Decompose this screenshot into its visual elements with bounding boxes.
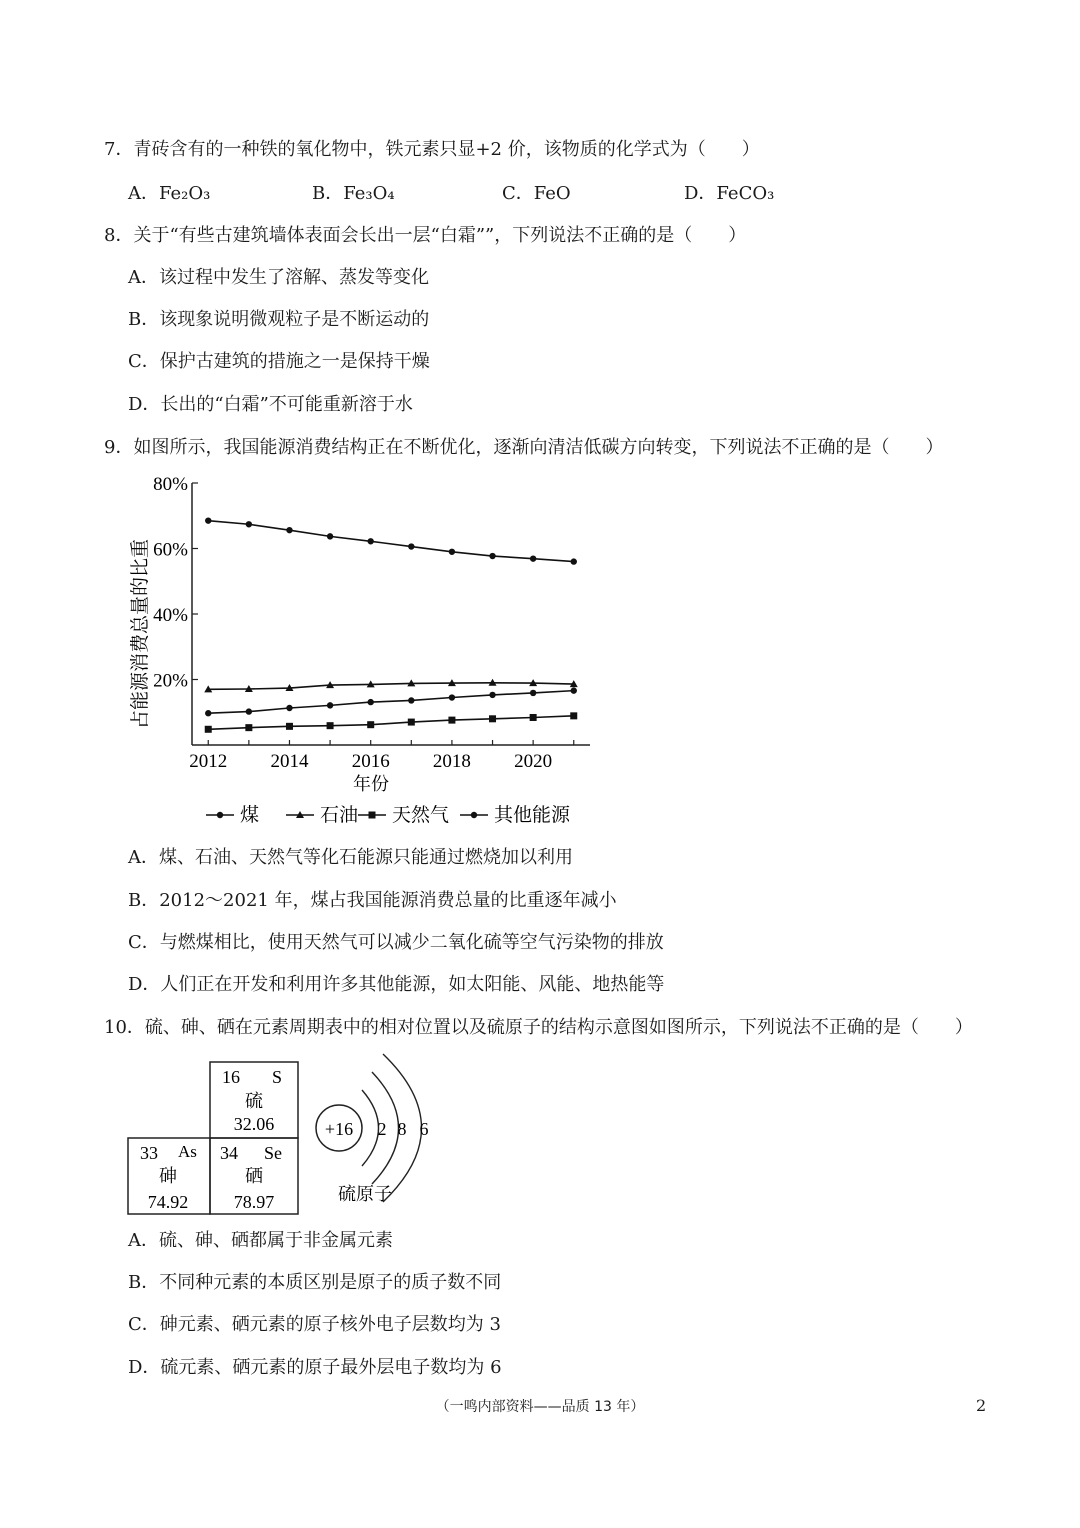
arsenic-name: 砷 (159, 1166, 177, 1186)
series-line (208, 716, 574, 729)
sulfur-name: 硫 (245, 1091, 263, 1111)
q10-option-c: C．砷元素、硒元素的原子核外电子层数均为 3 (128, 1314, 501, 1335)
periodic-table-and-atom-diagram (120, 1050, 440, 1220)
q8-option-b: B．该现象说明微观粒子是不断运动的 (128, 309, 430, 330)
data-point (327, 702, 333, 708)
series-line (208, 683, 574, 690)
legend-label: 天然气 (392, 805, 450, 826)
y-tick-label: 20% (153, 670, 188, 692)
y-tick-label: 60% (153, 539, 188, 561)
q9-option-d: D．人们正在开发和利用许多其他能源，如太阳能、风能、地热能等 (128, 974, 665, 995)
data-point (367, 721, 374, 728)
y-axis-label (129, 539, 151, 729)
selenium-symbol: Se (264, 1143, 282, 1163)
data-point (245, 724, 252, 731)
data-point (570, 712, 577, 719)
q7-stem: 7．青砖含有的一种铁的氧化物中，铁元素只显+2 价，该物质的化学式为（ ） (104, 139, 760, 160)
arsenic-symbol: As (178, 1142, 197, 1161)
data-point (286, 723, 293, 730)
q8-option-a: A．该过程中发生了溶解、蒸发等变化 (128, 267, 429, 288)
sulfur-mass: 32.06 (233, 1114, 275, 1134)
shell-count-3: 6 (419, 1119, 429, 1139)
legend-item (286, 804, 358, 826)
data-point (489, 553, 495, 559)
selenium-mass: 78.97 (233, 1192, 275, 1212)
q10-option-d: D．硫元素、硒元素的原子最外层电子数均为 6 (128, 1357, 502, 1378)
page-number: 2 (976, 1396, 987, 1415)
selenium-number: 34 (220, 1143, 238, 1163)
x-tick-label: 2012 (189, 751, 228, 772)
data-point (448, 717, 455, 724)
data-point (530, 690, 536, 696)
data-point (205, 710, 211, 716)
q7-option-a: A．Fe₂O₃ (128, 183, 211, 204)
y-axis-label-text: 占能源消费总量的比重 (130, 538, 151, 730)
data-point (530, 714, 537, 721)
data-point (408, 697, 414, 703)
data-point (367, 538, 373, 544)
shell-count-2: 8 (397, 1119, 407, 1139)
x-tick-label: 2020 (514, 751, 553, 772)
electron-shell-1 (362, 1090, 379, 1166)
q9-option-a: A．煤、石油、天然气等化石能源只能通过燃烧加以利用 (128, 847, 573, 868)
q8-option-d: D．长出的“白霜”不可能重新溶于水 (128, 394, 413, 415)
series-line (208, 521, 574, 562)
arsenic-number: 33 (140, 1143, 158, 1163)
legend-label: 石油 (320, 805, 359, 826)
series-2 (204, 679, 578, 693)
energy-consumption-line-chart (120, 466, 640, 836)
data-point (327, 533, 333, 539)
q10-option-b: B．不同种元素的本质区别是原子的质子数不同 (128, 1272, 502, 1293)
legend-item (358, 804, 449, 826)
data-point (205, 726, 212, 733)
q7-option-b: B．Fe₃O₄ (312, 183, 395, 204)
q9-option-b: B．2012～2021 年，煤占我国能源消费总量的比重逐年减小 (128, 890, 617, 911)
q9-stem: 9．如图所示，我国能源消费结构正在不断优化，逐渐向清洁低碳方向转变，下列说法不正确的是（ ） (104, 437, 944, 458)
data-point (286, 705, 292, 711)
data-point (246, 521, 252, 527)
x-tick-label: 2018 (432, 751, 471, 772)
q8-option-c: C．保护古建筑的措施之一是保持干燥 (128, 351, 430, 372)
data-point (489, 715, 496, 722)
legend-marker (471, 812, 477, 818)
legend-label: 其他能源 (494, 805, 571, 826)
legend-label: 煤 (240, 805, 260, 826)
shell-count-1: 2 (377, 1119, 387, 1139)
data-point (571, 558, 577, 564)
page-footer: （一鸣内部资料——品质 13 年） (435, 1399, 645, 1415)
data-point (489, 692, 495, 698)
chart-series (204, 517, 578, 732)
series-4 (205, 687, 577, 716)
y-tick-label: 40% (153, 605, 188, 626)
data-point (449, 549, 455, 555)
legend-item (206, 804, 259, 826)
series-line (208, 691, 574, 714)
legend-item (460, 804, 571, 826)
data-point (205, 517, 211, 523)
data-point (530, 555, 536, 561)
q8-stem: 8．关于“有些古建筑墙体表面会长出一层“白霜””，下列说法不正确的是（ ） (104, 225, 747, 246)
data-point (367, 699, 373, 705)
data-point (246, 708, 252, 714)
y-tick-label: 80% (153, 474, 188, 495)
data-point (408, 543, 414, 549)
series-3 (205, 712, 578, 732)
q10-option-a: A．硫、砷、硒都属于非金属元素 (128, 1230, 393, 1251)
data-point (449, 694, 455, 700)
series-1 (205, 517, 577, 564)
q7-option-c: C．FeO (502, 183, 571, 204)
atom-caption: 硫原子 (338, 1184, 392, 1204)
x-tick-label: 2014 (270, 751, 309, 772)
q9-option-c: C．与燃煤相比，使用天然气可以减少二氧化硫等空气污染物的排放 (128, 932, 664, 953)
data-point (408, 719, 415, 726)
selenium-name: 硒 (245, 1166, 263, 1186)
sulfur-symbol: S (272, 1067, 283, 1087)
x-tick-label: 2016 (351, 751, 390, 772)
q10-stem: 10．硫、砷、硒在元素周期表中的相对位置以及硫原子的结构示意图如图所示，下列说法不正确的是（ ） (104, 1017, 973, 1038)
data-point (571, 687, 577, 693)
legend-marker (217, 812, 223, 818)
chart-legend (206, 804, 571, 826)
arsenic-mass: 74.92 (147, 1192, 189, 1212)
legend-marker (369, 812, 376, 819)
nucleus-charge: +16 (324, 1119, 354, 1139)
data-point (327, 722, 334, 729)
x-axis-label: 年份 (353, 774, 389, 794)
data-point (286, 527, 292, 533)
q7-option-d: D．FeCO₃ (684, 183, 775, 204)
sulfur-number: 16 (222, 1067, 240, 1087)
